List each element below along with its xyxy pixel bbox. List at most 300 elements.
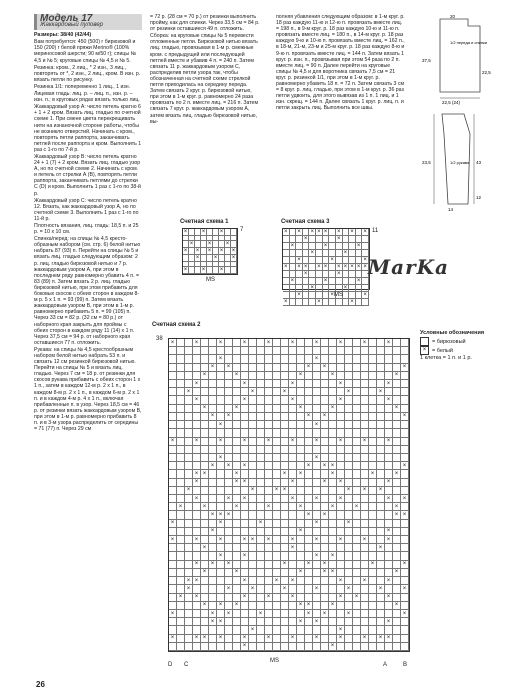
model-subtitle: Жаккардовый пуловер — [40, 22, 104, 29]
chart-cell — [231, 229, 237, 236]
jacquard-c-text: Жаккардовый узор С: число петель кратно 12. Вязать, как жаккардовый узор А, но по счетной схеме 3. Выполнить 1 раз с 1-го по 11-й р. — [34, 197, 139, 222]
chart-cell — [321, 487, 329, 495]
chart-cell — [281, 544, 289, 552]
chart-cell — [225, 429, 233, 437]
chart-cell — [177, 577, 185, 585]
chart-cell — [305, 594, 313, 602]
chart-cell — [185, 528, 193, 536]
chart-cell: × — [313, 536, 321, 544]
chart-cell: × — [313, 438, 321, 446]
chart-cell: × — [361, 339, 369, 347]
chart-cell — [273, 380, 281, 388]
chart-cell — [361, 479, 369, 487]
chart-cell — [169, 618, 177, 626]
chart-cell — [361, 544, 369, 552]
chart-cell — [321, 544, 329, 552]
chart-cell — [249, 577, 257, 585]
chart-cell — [249, 495, 257, 503]
chart-cell — [296, 271, 303, 278]
chart-cell: × — [345, 388, 353, 396]
chart-cell: × — [193, 339, 201, 347]
chart-cell — [290, 250, 297, 257]
chart-cell — [343, 292, 350, 299]
chart-cell — [369, 594, 377, 602]
chart-cell — [369, 413, 377, 421]
chart-cell — [393, 347, 401, 355]
chart-cell — [177, 347, 185, 355]
chart-cell — [225, 594, 233, 602]
chart-cell: × — [309, 285, 316, 292]
chart-cell — [185, 511, 193, 519]
chart-cell: × — [201, 503, 209, 511]
chart2-title: Счетная схема 2 — [152, 322, 201, 328]
chart-cell — [336, 250, 343, 257]
chart-cell: × — [337, 339, 345, 347]
chart-cell — [303, 257, 310, 264]
chart-cell: × — [241, 536, 249, 544]
chart-cell — [233, 355, 241, 363]
chart-cell — [273, 610, 281, 618]
chart-cell — [289, 372, 297, 380]
chart-cell: × — [385, 479, 393, 487]
chart-cell — [185, 438, 193, 446]
chart-cell — [193, 602, 201, 610]
chart-cell: × — [297, 569, 305, 577]
chart-cell — [257, 528, 265, 536]
chart-cell — [265, 396, 273, 404]
chart-cell — [241, 388, 249, 396]
chart-cell: × — [385, 339, 393, 347]
chart-cell — [297, 585, 305, 593]
chart-cell — [353, 626, 361, 634]
chart-cell: × — [169, 635, 177, 643]
chart-cell — [225, 552, 233, 560]
chart-cell — [185, 421, 193, 429]
chart-cell — [361, 520, 369, 528]
chart-cell — [369, 454, 377, 462]
chart-cell — [209, 552, 217, 560]
chart-cell — [177, 569, 185, 577]
chart-cell — [362, 236, 369, 243]
chart-cell — [249, 544, 257, 552]
chart-cell — [329, 454, 337, 462]
chart-cell: × — [249, 536, 257, 544]
chart-cell — [217, 470, 225, 478]
chart-cell: × — [193, 635, 201, 643]
chart-cell — [233, 618, 241, 626]
chart-cell — [257, 585, 265, 593]
chart-cell — [281, 536, 289, 544]
chart-cell — [225, 503, 233, 511]
chart-cell — [185, 364, 193, 372]
chart-cell: × — [345, 520, 353, 528]
chart-cell — [321, 470, 329, 478]
chart-cell — [313, 380, 321, 388]
chart-cell — [233, 429, 241, 437]
chart-cell: × — [393, 503, 401, 511]
chart-cell — [185, 626, 193, 634]
sleeves-text: Рукава: на спицы № 4,5 крестообразным набором белой нитью набрать 53 п. и связать 12 см резинкой бирюзовой нитью. Перейти на спицы № 5 и вязать лиц. гладью. Через 7 см = 18 р. от резинки для скосов рукава прибавить с обеих сторон 1 х 1 п., затем в каждом 12-м р. 2 х 1 п., в каждом 8-м р. 2 х 1 п., в каждом 6-м р. 2 х 1 п. и в каждом 4-м р. 4 х 1 п., включая прибавленные п. в узор. Через 18,5 см = 46 р. от резинки вязать жаккардовым узором В, при этом в 1-м р. равномерно прибавить 8 п. и в 3-м узора распределить от середины = 71 (77) п. Через 29 см — [34, 346, 142, 433]
chart-cell — [377, 495, 385, 503]
chart-cell — [385, 585, 393, 593]
chart-cell — [305, 347, 313, 355]
chart-cell: × — [233, 479, 241, 487]
chart-cell — [209, 544, 217, 552]
chart-cell — [257, 569, 265, 577]
chart-cell: × — [241, 643, 249, 651]
chart-cell: × — [401, 364, 409, 372]
chart-cell — [393, 635, 401, 643]
chart-cell — [177, 396, 185, 404]
chart-cell — [193, 405, 201, 413]
chart-cell — [177, 602, 185, 610]
chart-cell: × — [305, 511, 313, 519]
chart-cell — [321, 372, 329, 380]
chart-cell — [361, 462, 369, 470]
chart-cell — [362, 278, 369, 285]
chart-cell — [377, 569, 385, 577]
chart-cell — [273, 347, 281, 355]
chart-cell — [345, 355, 353, 363]
chart-cell — [297, 396, 305, 404]
chart-cell — [323, 285, 330, 292]
chart-cell — [321, 643, 329, 651]
chart-cell — [385, 454, 393, 462]
chart-cell — [290, 271, 297, 278]
chart-cell — [193, 552, 201, 560]
chart-cell: × — [329, 257, 336, 264]
chart-cell — [362, 243, 369, 250]
chart-cell: × — [289, 396, 297, 404]
chart-cell — [385, 421, 393, 429]
chart-cell — [201, 577, 209, 585]
chart-cell — [249, 602, 257, 610]
chart-cell — [281, 347, 289, 355]
chart-cell — [201, 536, 209, 544]
chart-cell: × — [305, 413, 313, 421]
chart-cell: × — [289, 536, 297, 544]
chart-cell — [185, 602, 193, 610]
chart-cell — [233, 454, 241, 462]
chart-cell — [329, 243, 336, 250]
signature: MarKa — [368, 255, 449, 279]
chart-cell — [377, 413, 385, 421]
chart-cell: × — [289, 577, 297, 585]
chart-cell — [305, 438, 313, 446]
chart-cell — [225, 405, 233, 413]
chart-cell: × — [297, 528, 305, 536]
chart-cell — [241, 503, 249, 511]
chart-cell: × — [303, 264, 310, 271]
chart-cell — [169, 479, 177, 487]
chart-cell — [273, 355, 281, 363]
chart-cell: × — [377, 487, 385, 495]
chart-cell — [337, 454, 345, 462]
chart-cell — [201, 413, 209, 421]
chart-cell — [225, 438, 233, 446]
chart-cell — [209, 446, 217, 454]
chart-cell — [249, 446, 257, 454]
chart-cell — [225, 487, 233, 495]
model-header — [34, 14, 142, 30]
chart-cell — [273, 503, 281, 511]
chart-cell — [177, 495, 185, 503]
chart-cell — [297, 643, 305, 651]
chart-cell: × — [231, 255, 236, 261]
chart-cell: × — [323, 229, 330, 236]
chart-cell — [401, 594, 409, 602]
chart-cell — [281, 429, 289, 437]
chart-cell: × — [377, 585, 385, 593]
chart-cell — [369, 528, 377, 536]
chart-cell — [297, 446, 305, 454]
chart-cell: × — [393, 602, 401, 610]
chart-cell — [321, 503, 329, 511]
chart-cell — [265, 454, 273, 462]
chart-cell — [369, 462, 377, 470]
chart-cell — [369, 364, 377, 372]
chart-cell — [361, 347, 369, 355]
chart-cell — [281, 364, 289, 372]
chart-cell: × — [177, 594, 185, 602]
chart-cell — [393, 520, 401, 528]
chart-cell — [316, 236, 323, 243]
chart-cell — [201, 421, 209, 429]
chart-cell: × — [225, 364, 233, 372]
chart-cell: × — [241, 380, 249, 388]
chart-cell — [329, 487, 337, 495]
chart-cell — [353, 561, 361, 569]
chart-cell — [361, 495, 369, 503]
chart-cell: × — [289, 339, 297, 347]
chart-cell — [349, 250, 356, 257]
chart-cell — [321, 528, 329, 536]
chart-cell — [356, 292, 363, 299]
chart-cell — [289, 388, 297, 396]
chart-cell — [201, 618, 209, 626]
chart-cell: × — [337, 536, 345, 544]
chart-cell — [356, 250, 363, 257]
chart-cell — [257, 635, 265, 643]
chart-cell — [289, 355, 297, 363]
chart-cell — [385, 520, 393, 528]
chart-cell — [385, 347, 393, 355]
chart-cell — [401, 552, 409, 560]
chart-cell — [349, 271, 356, 278]
chart-cell — [273, 544, 281, 552]
chart-cell: × — [361, 635, 369, 643]
chart-cell — [265, 602, 273, 610]
chart-cell — [249, 520, 257, 528]
legend-note: 1 клетка = 1 п. и 1 р. — [420, 355, 472, 361]
chart-cell — [249, 347, 257, 355]
chart-cell — [361, 528, 369, 536]
chart-cell — [313, 577, 321, 585]
chart-cell — [281, 421, 289, 429]
chart-cell — [377, 528, 385, 536]
chart-cell — [305, 626, 313, 634]
chart-cell — [377, 561, 385, 569]
legend-item-white: = белый — [432, 347, 453, 354]
chart-cell: × — [393, 470, 401, 478]
chart-cell — [393, 552, 401, 560]
chart-cell: × — [296, 257, 303, 264]
chart-cell — [377, 364, 385, 372]
chart-cell — [401, 438, 409, 446]
chart-cell: × — [313, 339, 321, 347]
chart-cell — [289, 413, 297, 421]
chart-cell — [281, 380, 289, 388]
chart-cell — [289, 511, 297, 519]
chart-cell — [393, 561, 401, 569]
chart-cell — [225, 520, 233, 528]
chart-cell: × — [241, 462, 249, 470]
chart-cell — [177, 585, 185, 593]
stockinette-text: Лицевая гладь: лиц. р. – лиц. п., изн. р. – изн. п.; в круговых рядах вязать только лиц. — [34, 91, 140, 104]
chart-cell — [265, 618, 273, 626]
chart-cell: × — [225, 495, 233, 503]
chart-cell — [225, 421, 233, 429]
chart-cell — [257, 577, 265, 585]
chart-cell — [377, 552, 385, 560]
chart-cell — [377, 626, 385, 634]
chart-cell — [369, 380, 377, 388]
chart-cell — [329, 610, 337, 618]
chart-cell — [305, 495, 313, 503]
chart-cell — [353, 610, 361, 618]
chart-cell — [353, 585, 361, 593]
chart-cell: × — [217, 520, 225, 528]
chart-cell — [309, 257, 316, 264]
chart-cell — [343, 243, 350, 250]
chart-cell — [241, 511, 249, 519]
chart-cell — [289, 618, 297, 626]
chart-cell — [345, 364, 353, 372]
chart-cell — [401, 372, 409, 380]
chart-cell — [249, 479, 257, 487]
chart-cell — [353, 511, 361, 519]
chart-cell: × — [297, 372, 305, 380]
chart-cell — [209, 380, 217, 388]
chart-cell — [225, 388, 233, 396]
chart-cell — [297, 536, 305, 544]
chart-cell — [393, 536, 401, 544]
chart-cell — [309, 264, 316, 271]
chart-cell — [273, 470, 281, 478]
chart-cell — [225, 528, 233, 536]
chart-cell — [283, 271, 290, 278]
rib11-text: Резинка 1/1: попеременно 1 лиц., 1 изн. — [34, 83, 131, 90]
chart-cell — [369, 610, 377, 618]
chart-cell: × — [361, 536, 369, 544]
chart-cell — [217, 626, 225, 634]
chart-cell — [297, 495, 305, 503]
chart-cell — [249, 405, 257, 413]
chart-cell: × — [225, 511, 233, 519]
chart-cell — [257, 339, 265, 347]
chart-cell — [321, 495, 329, 503]
chart-cell: × — [201, 372, 209, 380]
chart-cell: × — [265, 635, 273, 643]
chart-cell: × — [225, 561, 233, 569]
chart-cell: × — [349, 264, 356, 271]
chart-cell — [377, 454, 385, 462]
chart-cell: × — [201, 544, 209, 552]
chart-cell — [297, 454, 305, 462]
chart-cell — [313, 561, 321, 569]
chart-cell — [273, 479, 281, 487]
chart-cell — [169, 405, 177, 413]
chart-cell — [201, 339, 209, 347]
chart-cell — [217, 446, 225, 454]
chart-cell — [369, 372, 377, 380]
chart-cell — [273, 388, 281, 396]
chart-cell — [225, 470, 233, 478]
chart-cell: × — [305, 602, 313, 610]
chart-cell — [401, 446, 409, 454]
chart-cell — [356, 299, 363, 306]
chart-cell — [313, 626, 321, 634]
chart-cell: × — [289, 479, 297, 487]
chart-cell — [393, 626, 401, 634]
chart-cell — [217, 585, 225, 593]
chart-cell: × — [185, 487, 193, 495]
chart-cell — [265, 421, 273, 429]
chart-cell — [377, 503, 385, 511]
chart-cell — [356, 236, 363, 243]
chart-cell: × — [337, 438, 345, 446]
chart-cell — [273, 561, 281, 569]
chart-cell — [353, 487, 361, 495]
chart-cell — [185, 495, 193, 503]
chart-cell — [313, 470, 321, 478]
chart-cell — [321, 577, 329, 585]
chart-cell: × — [337, 626, 345, 634]
chart-cell — [201, 552, 209, 560]
chart-cell: × — [393, 405, 401, 413]
chart-cell — [377, 396, 385, 404]
chart-cell: × — [337, 495, 345, 503]
chart-cell — [313, 503, 321, 511]
chart-cell: × — [193, 470, 201, 478]
chart-cell: × — [336, 264, 343, 271]
chart-cell: × — [193, 479, 201, 487]
chart-cell — [193, 520, 201, 528]
chart-cell: × — [401, 585, 409, 593]
chart-cell — [329, 278, 336, 285]
chart-cell — [265, 643, 273, 651]
chart-cell — [377, 594, 385, 602]
chart-cell — [265, 372, 273, 380]
chart-cell — [353, 347, 361, 355]
density-text: Плотность вязания, лиц. гладь: 18,5 п. и 25 р. = 10 х 10 см. — [34, 223, 139, 236]
chart3-title: Счетная схема 3 — [281, 219, 330, 225]
chart-cell — [296, 278, 303, 285]
chart-cell — [377, 479, 385, 487]
chart-cell: × — [345, 487, 353, 495]
chart-cell: × — [377, 635, 385, 643]
chart-cell — [305, 446, 313, 454]
chart-cell — [283, 243, 290, 250]
chart-cell — [241, 454, 249, 462]
chart-cell — [337, 643, 345, 651]
chart-cell — [201, 364, 209, 372]
chart-cell — [265, 610, 273, 618]
chart-cell — [177, 438, 185, 446]
chart-cell — [249, 552, 257, 560]
chart-cell — [336, 299, 343, 306]
chart-cell — [305, 552, 313, 560]
